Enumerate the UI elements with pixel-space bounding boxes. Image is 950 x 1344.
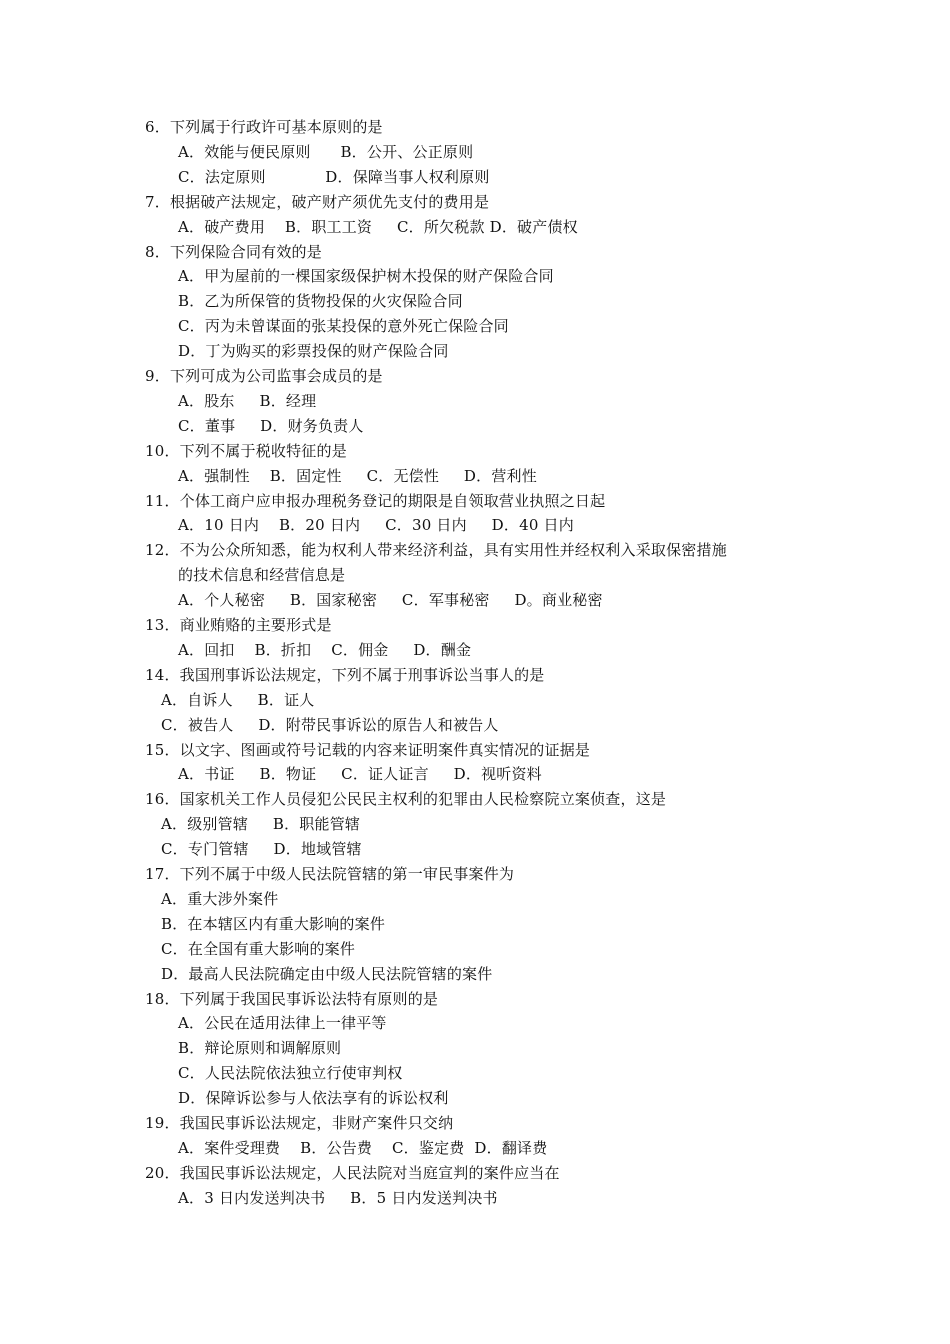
q6-options-cd: C．法定原则 D．保障当事人权利原则 xyxy=(178,167,490,186)
question-15: 15．以文字、图画或符号记载的内容来证明案件真实情况的证据是 xyxy=(145,740,591,759)
q8-option-b: B．乙为所保管的货物投保的火灾保险合同 xyxy=(178,292,463,311)
q13-options: A．回扣 B．折扣 C．佣金 D．酬金 xyxy=(178,640,472,659)
question-18: 18．下列属于我国民事诉讼法特有原则的是 xyxy=(145,989,439,1008)
question-16: 16．国家机关工作人员侵犯公民民主权利的犯罪由人民检察院立案侦查，这是 xyxy=(145,790,667,809)
q8-option-c: C．丙为未曾谋面的张某投保的意外死亡保险合同 xyxy=(178,317,509,336)
question-20: 20．我国民事诉讼法规定，人民法院对当庭宣判的案件应当在 xyxy=(145,1163,560,1182)
q18-option-a: A．公民在适用法律上一律平等 xyxy=(178,1014,387,1033)
q15-options: A．书证 B．物证 C．证人证言 D．视听资料 xyxy=(178,765,542,784)
q17-option-b: B．在本辖区内有重大影响的案件 xyxy=(161,914,386,933)
q14-options-cd: C．被告人 D．附带民事诉讼的原告人和被告人 xyxy=(161,715,499,734)
question-14: 14．我国刑事诉讼法规定，下列不属于刑事诉讼当事人的是 xyxy=(145,665,545,684)
question-8: 8．下列保险合同有效的是 xyxy=(145,242,322,261)
q20-options-ab: A．3 日内发送判决书 B．5 日内发送判决书 xyxy=(178,1188,498,1207)
q8-option-d: D．丁为购买的彩票投保的财产保险合同 xyxy=(178,342,449,361)
q9-options-cd: C．董事 D．财务负责人 xyxy=(178,416,364,435)
q18-option-b: B．辩论原则和调解原则 xyxy=(178,1039,342,1058)
q17-option-a: A．重大涉外案件 xyxy=(161,889,279,908)
q17-option-d: D．最高人民法院确定由中级人民法院管辖的案件 xyxy=(161,964,493,983)
q16-options-cd: C．专门管辖 D．地域管辖 xyxy=(161,840,362,859)
question-13: 13．商业贿赂的主要形式是 xyxy=(145,616,332,634)
question-6: 6．下列属于行政许可基本原则的是 xyxy=(145,118,383,136)
q9-options-ab: A．股东 B．经理 xyxy=(178,391,317,410)
q8-option-a: A．甲为屋前的一棵国家级保护树木投保的财产保险合同 xyxy=(178,267,554,286)
question-12-cont: 的技术信息和经营信息是 xyxy=(178,566,346,585)
q16-options-ab: A．级别管辖 B．职能管辖 xyxy=(161,815,361,834)
q11-options: A．10 日内 B．20 日内 C．30 日内 D．40 日内 xyxy=(178,516,574,535)
q17-option-c: C．在全国有重大影响的案件 xyxy=(161,939,356,958)
q6-options-ab: A．效能与便民原则 B．公开、公正原则 xyxy=(178,142,474,161)
question-12: 12．不为公众所知悉，能为权利人带来经济利益，具有实用性并经权利入采取保密措施 xyxy=(145,541,727,560)
question-9: 9．下列可成为公司监事会成员的是 xyxy=(145,367,383,385)
q14-options-ab: A．自诉人 B．证人 xyxy=(161,690,315,709)
q19-options: A．案件受理费 B．公告费 C．鉴定费 D．翻译费 xyxy=(178,1138,548,1157)
q10-options: A．强制性 B．固定性 C．无偿性 D．营利性 xyxy=(178,466,537,485)
q7-options: A．破产费用 B．职工工资 C．所欠税款 D．破产债权 xyxy=(178,217,578,236)
question-17: 17．下列不属于中级人民法院管辖的第一审民事案件为 xyxy=(145,865,515,883)
question-7: 7．根据破产法规定，破产财产须优先支付的费用是 xyxy=(145,192,490,211)
q12-options: A．个人秘密 B．国家秘密 C．军事秘密 D。商业秘密 xyxy=(178,591,603,610)
question-10: 10．下列不属于税收特征的是 xyxy=(145,441,347,460)
q18-option-d: D．保障诉讼参与人依法享有的诉讼权利 xyxy=(178,1089,449,1108)
q18-option-c: C．人民法院依法独立行使审判权 xyxy=(178,1064,403,1083)
question-19: 19．我国民事诉讼法规定，非财产案件只交纳 xyxy=(145,1114,454,1132)
question-11: 11．个体工商户应申报办理税务登记的期限是自领取营业执照之日起 xyxy=(145,491,606,510)
